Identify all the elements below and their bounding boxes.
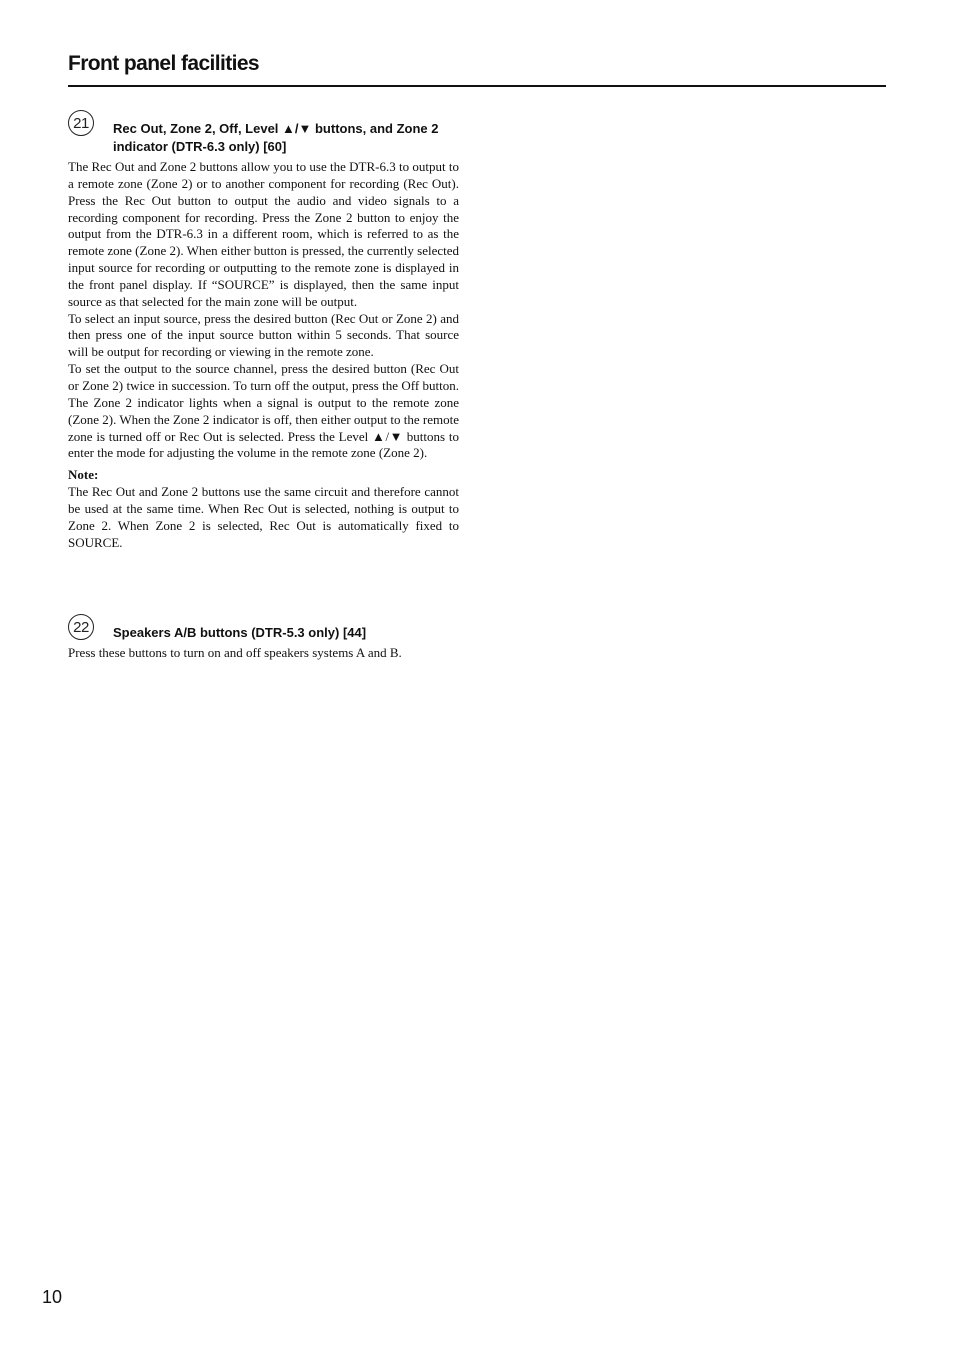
paragraph: To select an input source, press the desired button (Rec Out or Zone 2) and then press one of the input source button within 5 seconds. That source will be output for recording or viewing in the remote zone.: [68, 310, 459, 360]
page-title: Front panel facilities: [68, 52, 260, 75]
section-number-22-icon: 22: [68, 614, 94, 640]
page-number: 10: [42, 1287, 63, 1307]
paragraph: Press these buttons to turn on and off speakers systems A and B.: [68, 645, 402, 660]
section-heading-21: Rec Out, Zone 2, Off, Level ▲/▼ buttons, and Zone 2 indicator (DTR-6.3 only) [60]: [113, 121, 439, 154]
section-number-21-icon: 21: [68, 110, 94, 136]
section-heading-22: Speakers A/B buttons (DTR-5.3 only) [44]: [113, 625, 367, 640]
section-body-22: [68, 645, 459, 662]
section-body-21: [68, 159, 459, 552]
section-22: [68, 614, 459, 662]
paragraph: The Rec Out and Zone 2 buttons allow you to use the DTR-6.3 to output to a remote zone (Zone 2) or to another component for recording (Rec Out). Press the Rec Out button to output the audio and video signals to a recording component for recording. Press the Zone 2 button to enjoy the output from the DTR-6.3 in a different room, which is referred to as the remote zone (Zone 2). When either button is pressed, the currently selected input source for recording or outputting to the remote zone is displayed in the front panel display. If “SOURCE” is displayed, then the same input source as that selected for the main zone will be output.: [68, 159, 459, 309]
title-rule: [68, 85, 886, 87]
note-label: Note:: [68, 467, 99, 483]
note-text: The Rec Out and Zone 2 buttons use the same circuit and therefore cannot be used at the same time. When Rec Out is selected, nothing is output to Zone 2. When Zone 2 is selected, Rec Out is automatically fixed to SOURCE.: [68, 484, 459, 550]
paragraph: To set the output to the source channel, press the desired button (Rec Out or Zone 2) twice in succession. To turn off the output, press the Off button. The Zone 2 indicator lights when a signal is output to the remote zone (Zone 2). When the Zone 2 indicator is off, then either output to the remote zone is turned off or Rec Out is selected. Press the Level ▲/▼ buttons to enter the mode for adjusting the volume in the remote zone (Zone 2).: [68, 361, 459, 461]
section-21: [68, 110, 459, 552]
